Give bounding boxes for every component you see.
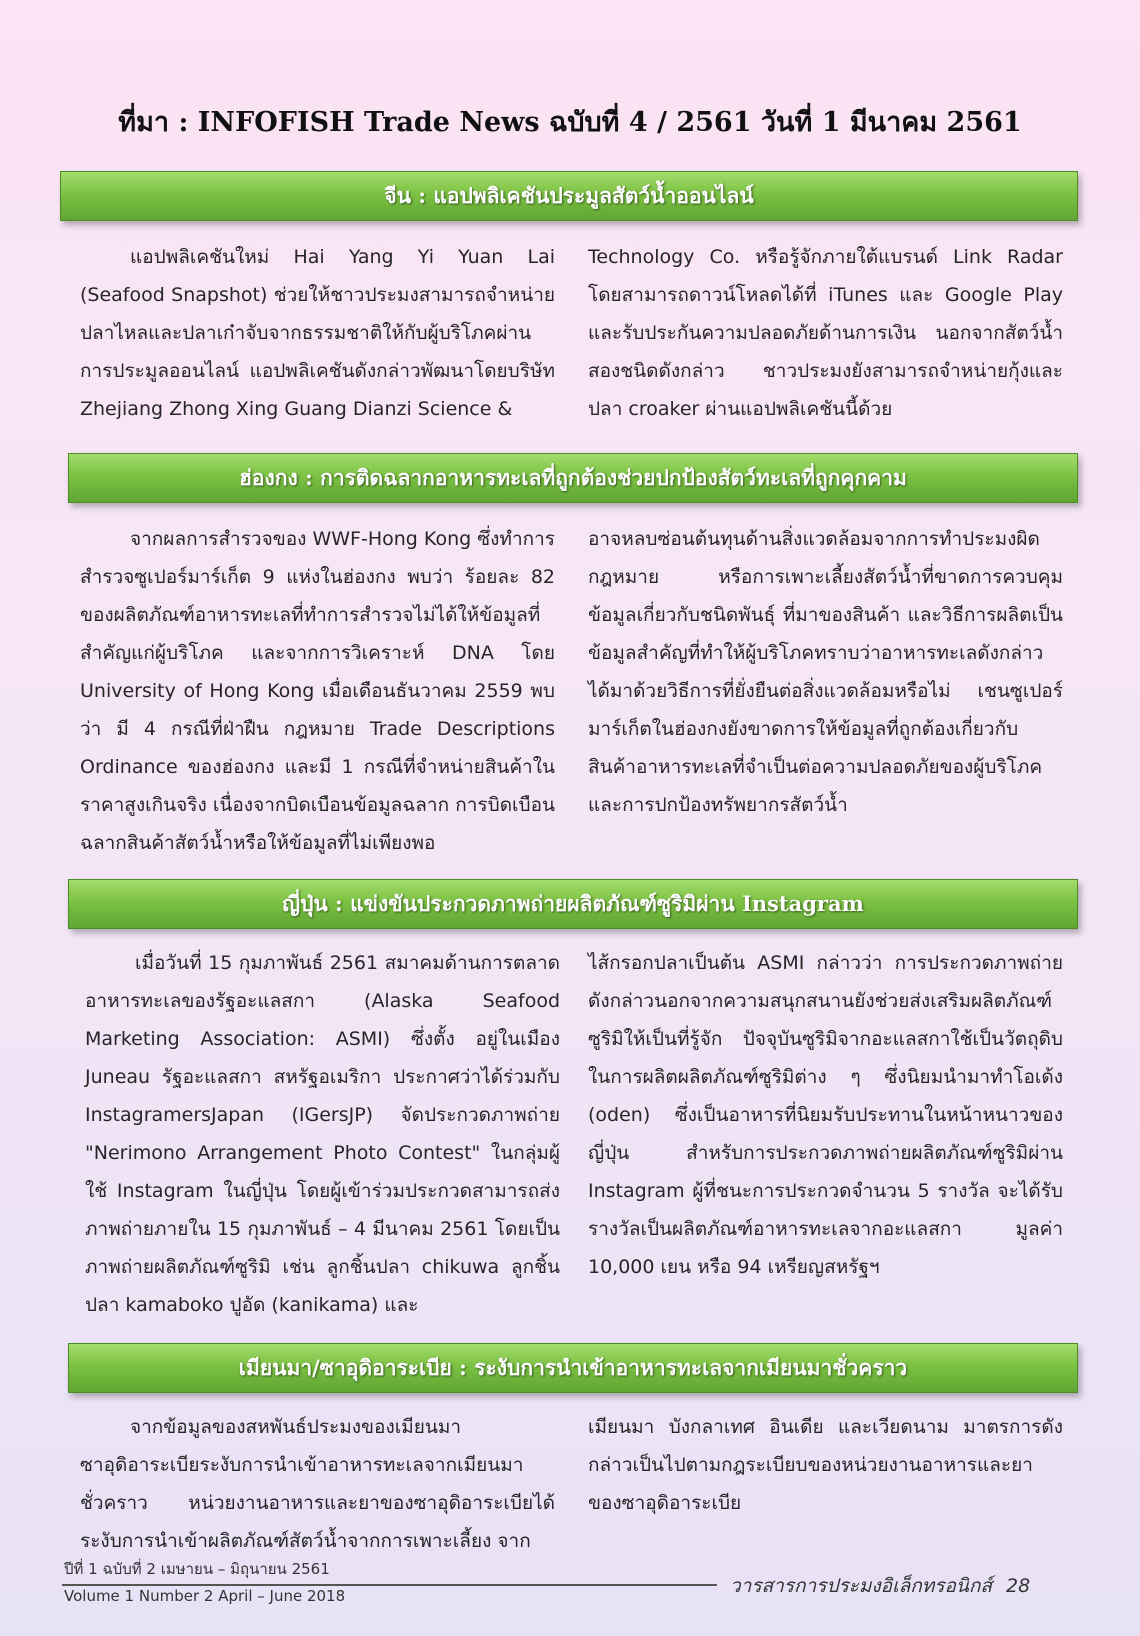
section-banner-myanmar-saudi: [68, 1343, 1078, 1393]
section-body-left: เมื่อวันที่ 15 กุมภาพันธ์ 2561 สมาคมด้านการตลาดอาหารทะเลของรัฐอะแลสกา (Alaska Seafood Marketing Association: ASMI) ซึ่งตั้ง อยู่ในเมือง Juneau รัฐอะแลสกา สหรัฐอเมริกา ประกาศว่าได้ร่วมกับ InstagramersJapan (IGersJP) จัดประกวดภาพถ่าย "Nerimono Arrangement Photo Contest" ในกลุ่มผู้ใช้ Instagram ในญี่ปุ่น โดยผู้เข้าร่วมประกวดสามารถส่งภาพถ่ายภายใน 15 กุมภาพันธ์ – 4 มีนาคม 2561 โดยเป็นภาพถ่ายผลิตภัณฑ์ซูริมิ เช่น ลูกชิ้นปลา chikuwa ลูกชิ้นปลา kamaboko ปูอัด (kanikama) และ: [85, 952, 560, 1316]
section-banner-japan: [68, 879, 1078, 929]
section-body-right: เมียนมา บังกลาเทศ อินเดีย และเวียดนาม มาตรการดังกล่าวเป็นไปตามกฎระเบียบของหน่วยงานอาหารและยาของซาอุดิอาระเบีย: [588, 1416, 1063, 1514]
footer-issue: [64, 1556, 345, 1610]
footer-issue-english: Volume 1 Number 2 April – June 2018: [64, 1587, 346, 1605]
section-banner-china: [60, 171, 1078, 221]
section-body-right: Technology Co. หรือรู้จักภายใต้แบรนด์ Link Radar โดยสามารถดาวน์โหลดได้ที่ iTunes และ Google Play และรับประกันความปลอดภัยด้านการเงิน นอกจากสัตว์น้ำสองชนิดดังกล่าว ชาวประมงยังสามารถจำหน่ายกุ้งและปลา croaker ผ่านแอปพลิเคชันนี้ด้วย: [588, 246, 1063, 420]
page-number: 28: [1006, 1575, 1031, 1597]
section-body-left: จากผลการสำรวจของ WWF-Hong Kong ซึ่งทำการสำรวจซูเปอร์มาร์เก็ต 9 แห่งในฮ่องกง พบว่า ร้อยละ 82 ของผลิตภัณฑ์อาหารทะเลที่ทำการสำรวจไม่ได้ให้ข้อมูลที่สำคัญแก่ผู้บริโภค และจากการวิเคราะห์ DNA โดย University of Hong Kong เมื่อเดือนธันวาคม 2559 พบว่า มี 4 กรณีที่ฝ่าฝืน กฎหมาย Trade Descriptions Ordinance ของฮ่องกง และมี 1 กรณีที่จำหน่ายสินค้าในราคาสูงเกินจริง เนื่องจากบิดเบือนข้อมูลฉลาก การบิดเบือนฉลากสินค้าสัตว์น้ำหรือให้ข้อมูลที่ไม่เพียงพอ: [80, 528, 555, 854]
footer-journal: [730, 1571, 1030, 1601]
source-line: ที่มา : INFOFISH Trade News ฉบับที่ 4 / 2561 วันที่ 1 มีนาคม 2561: [118, 107, 1022, 138]
section-body-left: แอปพลิเคชันใหม่ Hai Yang Yi Yuan Lai (Seafood Snapshot) ช่วยให้ชาวประมงสามารถจำหน่ายปลาไหลและปลาเก๋าจับจากธรรมชาติให้กับผู้บริโภคผ่านการประมูลออนไลน์ แอปพลิเคชันดังกล่าวพัฒนาโดยบริษัท Zhejiang Zhong Xing Guang Dianzi Science &: [80, 246, 555, 420]
section-title: จีน : แอปพลิเคชันประมูลสัตว์น้ำออนไลน์: [384, 182, 754, 208]
footer-divider: [62, 1584, 717, 1586]
section-body-right: อาจหลบซ่อนต้นทุนด้านสิ่งแวดล้อมจากการทำประมงผิดกฎหมาย หรือการเพาะเลี้ยงสัตว์น้ำที่ขาดการควบคุม ข้อมูลเกี่ยวกับชนิดพันธุ์ ที่มาของสินค้า และวิธีการผลิตเป็นข้อมูลสำคัญที่ทำให้ผู้บริโภคทราบว่าอาหารทะเลดังกล่าวได้มาด้วยวิธีการที่ยั่งยืนต่อสิ่งแวดล้อมหรือไม่ เชนซูเปอร์มาร์เก็ตในฮ่องกงยังขาดการให้ข้อมูลที่ถูกต้องเกี่ยวกับสินค้าอาหารทะเลที่จำเป็นต่อความปลอดภัยของผู้บริโภคและการปกป้องทรัพยากรสัตว์น้ำ: [588, 528, 1063, 816]
section-title: ฮ่องกง : การติดฉลากอาหารทะเลที่ถูกต้องช่วยปกป้องสัตว์ทะเลที่ถูกคุกคาม: [239, 464, 907, 490]
section-body-right: ไส้กรอกปลาเป็นต้น ASMI กล่าวว่า การประกวดภาพถ่ายดังกล่าวนอกจากความสนุกสนานยังช่วยส่งเสริมผลิตภัณฑ์ซูริมิให้เป็นที่รู้จัก ปัจจุบันซูริมิจากอะแลสกาใช้เป็นวัตถุดิบในการผลิตผลิตภัณฑ์ซูริมิต่าง ๆ ซึ่งนิยมนำมาทำโอเด้ง (oden) ซึ่งเป็นอาหารที่นิยมรับประทานในหน้าหนาวของญี่ปุ่น สำหรับการประกวดภาพถ่ายผลิตภัณฑ์ซูริมิผ่าน Instagram ผู้ที่ชนะการประกวดจำนวน 5 รางวัล จะได้รับรางวัลเป็นผลิตภัณฑ์อาหารทะเลจากอะแลสกา มูลค่า 10,000 เยน หรือ 94 เหรียญสหรัฐฯ: [588, 952, 1063, 1278]
section-banner-hong-kong: [68, 453, 1078, 503]
journal-name: วารสารการประมงอิเล็กทรอนิกส์: [730, 1575, 992, 1597]
section-title: เมียนมา/ซาอุดิอาระเบีย : ระงับการนำเข้าอาหารทะเลจากเมียนมาชั่วคราว: [238, 1354, 908, 1380]
footer-issue-thai: ปีที่ 1 ฉบับที่ 2 เมษายน – มิถุนายน 2561: [64, 1560, 330, 1578]
section-title: ญี่ปุ่น : แข่งขันประกวดภาพถ่ายผลิตภัณฑ์ซูริมิผ่าน Instagram: [282, 890, 864, 916]
section-body-left: จากข้อมูลของสหพันธ์ประมงของเมียนมา ซาอุดิอาระเบียระงับการนำเข้าอาหารทะเลจากเมียนมาชั่วคราว หน่วยงานอาหารและยาของซาอุดิอาระเบียได้ระงับการนำเข้าผลิตภัณฑ์สัตว์น้ำจากการเพาะเลี้ยง จาก: [80, 1416, 555, 1552]
